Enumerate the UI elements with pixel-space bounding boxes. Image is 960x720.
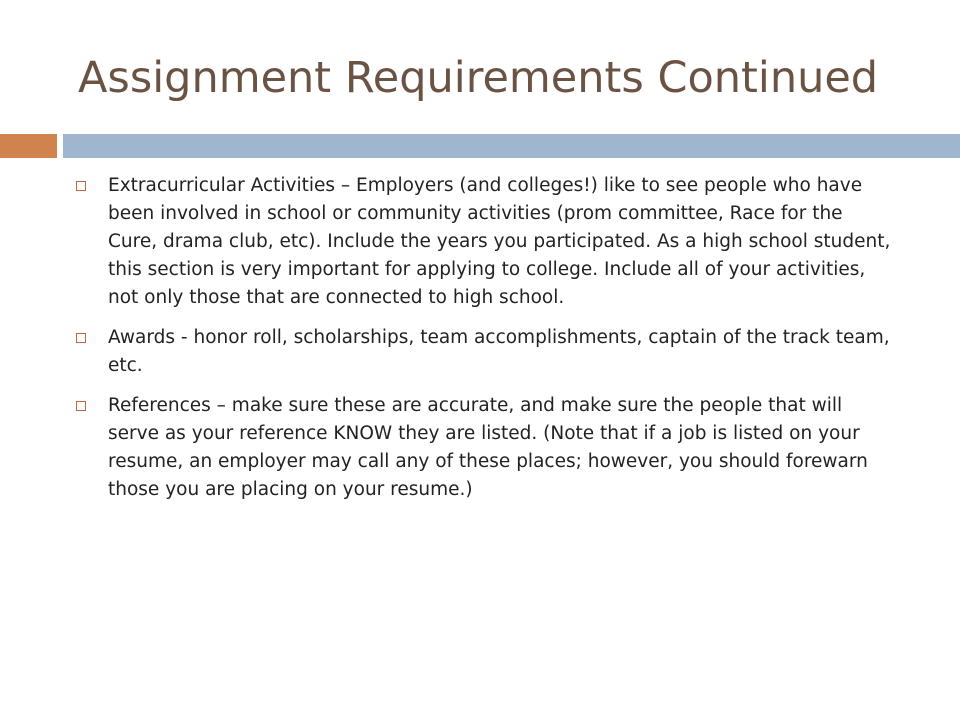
bullet-text: Awards - honor roll, scholarships, team accomplishments, captain of the track team, etc.: [108, 327, 890, 376]
bullet-item-references: [74, 392, 894, 504]
title-underline-orange-bar: [0, 134, 57, 158]
bullet-text: Extracurricular Activities – Employers (and colleges!) like to see people who have been involved in school or community activities (prom committee, Race for the Cure, drama club, etc). Include the years you participated. As a high school student, this section is very important for applying to college. Include all of your activities, not only those that are connected to high school.: [108, 175, 891, 308]
square-bullet-icon: [76, 333, 86, 343]
bullet-item-extracurricular: [74, 172, 894, 312]
title-underline-blue-bar: [63, 134, 960, 158]
bullet-text: References – make sure these are accurate, and make sure the people that will serve as your reference KNOW they are listed. (Note that if a job is listed on your resume, an employer may call any of these places; however, you should forewarn those you are placing on your resume.): [108, 395, 868, 500]
bullet-list: [74, 172, 894, 516]
square-bullet-icon: [76, 181, 86, 191]
bullet-item-awards: [74, 324, 894, 380]
square-bullet-icon: [76, 401, 86, 411]
slide-title: Assignment Requirements Continued: [78, 53, 879, 103]
